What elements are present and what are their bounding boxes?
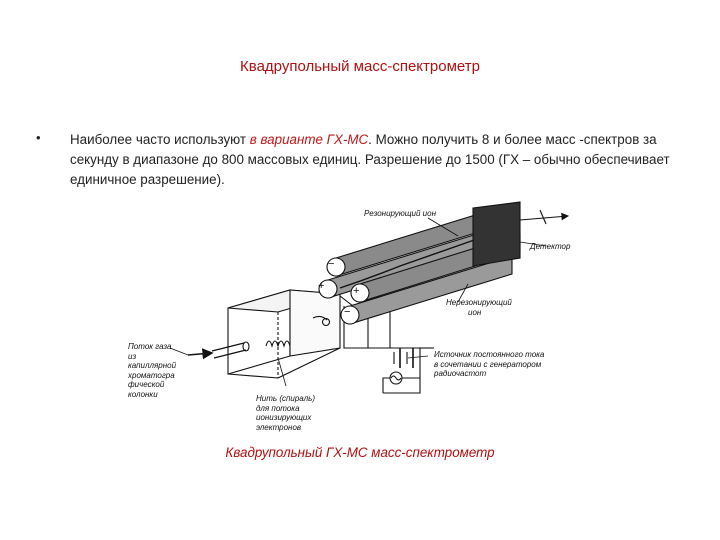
label-detector: Детектор <box>530 242 571 251</box>
figure-caption: Квадрупольный ГХ-МС масс-спектрометр <box>225 445 495 460</box>
label-gas-flow-line-2: из <box>128 351 137 361</box>
label-gas-flow-line-3: капиллярной <box>128 361 177 370</box>
label-nonresonant-ion-line-2: ион <box>468 307 482 317</box>
detector-block <box>473 202 520 266</box>
bullet-text <box>70 130 690 190</box>
label-nonresonant-ion-line-1: Нерезонирующий <box>446 298 512 307</box>
quadrupole-diagram <box>128 198 598 436</box>
rod-sign-right: + <box>353 285 360 297</box>
bullet-text-end: . Можно получить 8 и более масс -спектров за секунду в диапазоне до 800 массовых единиц. Разрешение до 1500 (ГХ – обычно обеспечивает единичное разрешение). <box>70 132 670 187</box>
label-filament-line-1: Нить (спираль) <box>256 394 316 403</box>
bullet-text-emphasis: в варианте ГХ-МС <box>249 132 369 147</box>
label-dc-source-line-3: радиочастот <box>434 369 487 378</box>
rod-sign-top: − <box>328 258 335 270</box>
bullet-text-start: Наиболее часто используют <box>70 132 250 147</box>
label-dc-source <box>434 350 544 379</box>
ion-source-box <box>228 290 340 378</box>
label-resonant-ion: Резонирующий ион <box>364 209 436 218</box>
label-filament <box>256 394 315 432</box>
label-dc-source-line-2: в сочетании с генератором <box>434 359 542 369</box>
label-gas-flow-line-5: фической <box>128 380 165 389</box>
label-nonresonant-ion <box>446 298 512 317</box>
slide-title: Квадрупольный масс-спектрометр <box>240 58 480 75</box>
rod-sign-left: + <box>318 280 325 292</box>
label-gas-flow-line-4: хроматогра <box>128 370 175 380</box>
rod-sign-bottom: − <box>344 306 351 318</box>
label-filament-line-2: для потока <box>256 403 300 413</box>
label-filament-line-3: ионизирующих <box>256 413 312 422</box>
label-gas-flow <box>128 342 176 399</box>
label-gas-flow-line-6: колонки <box>128 389 158 399</box>
bullet-symbol: • <box>36 130 41 145</box>
label-dc-source-line-1: Источник постоянного тока <box>434 350 545 359</box>
label-gas-flow-line-1: Поток газа <box>128 342 172 351</box>
quadrupole-drawing <box>128 198 598 436</box>
label-filament-line-4: электронов <box>256 422 302 432</box>
